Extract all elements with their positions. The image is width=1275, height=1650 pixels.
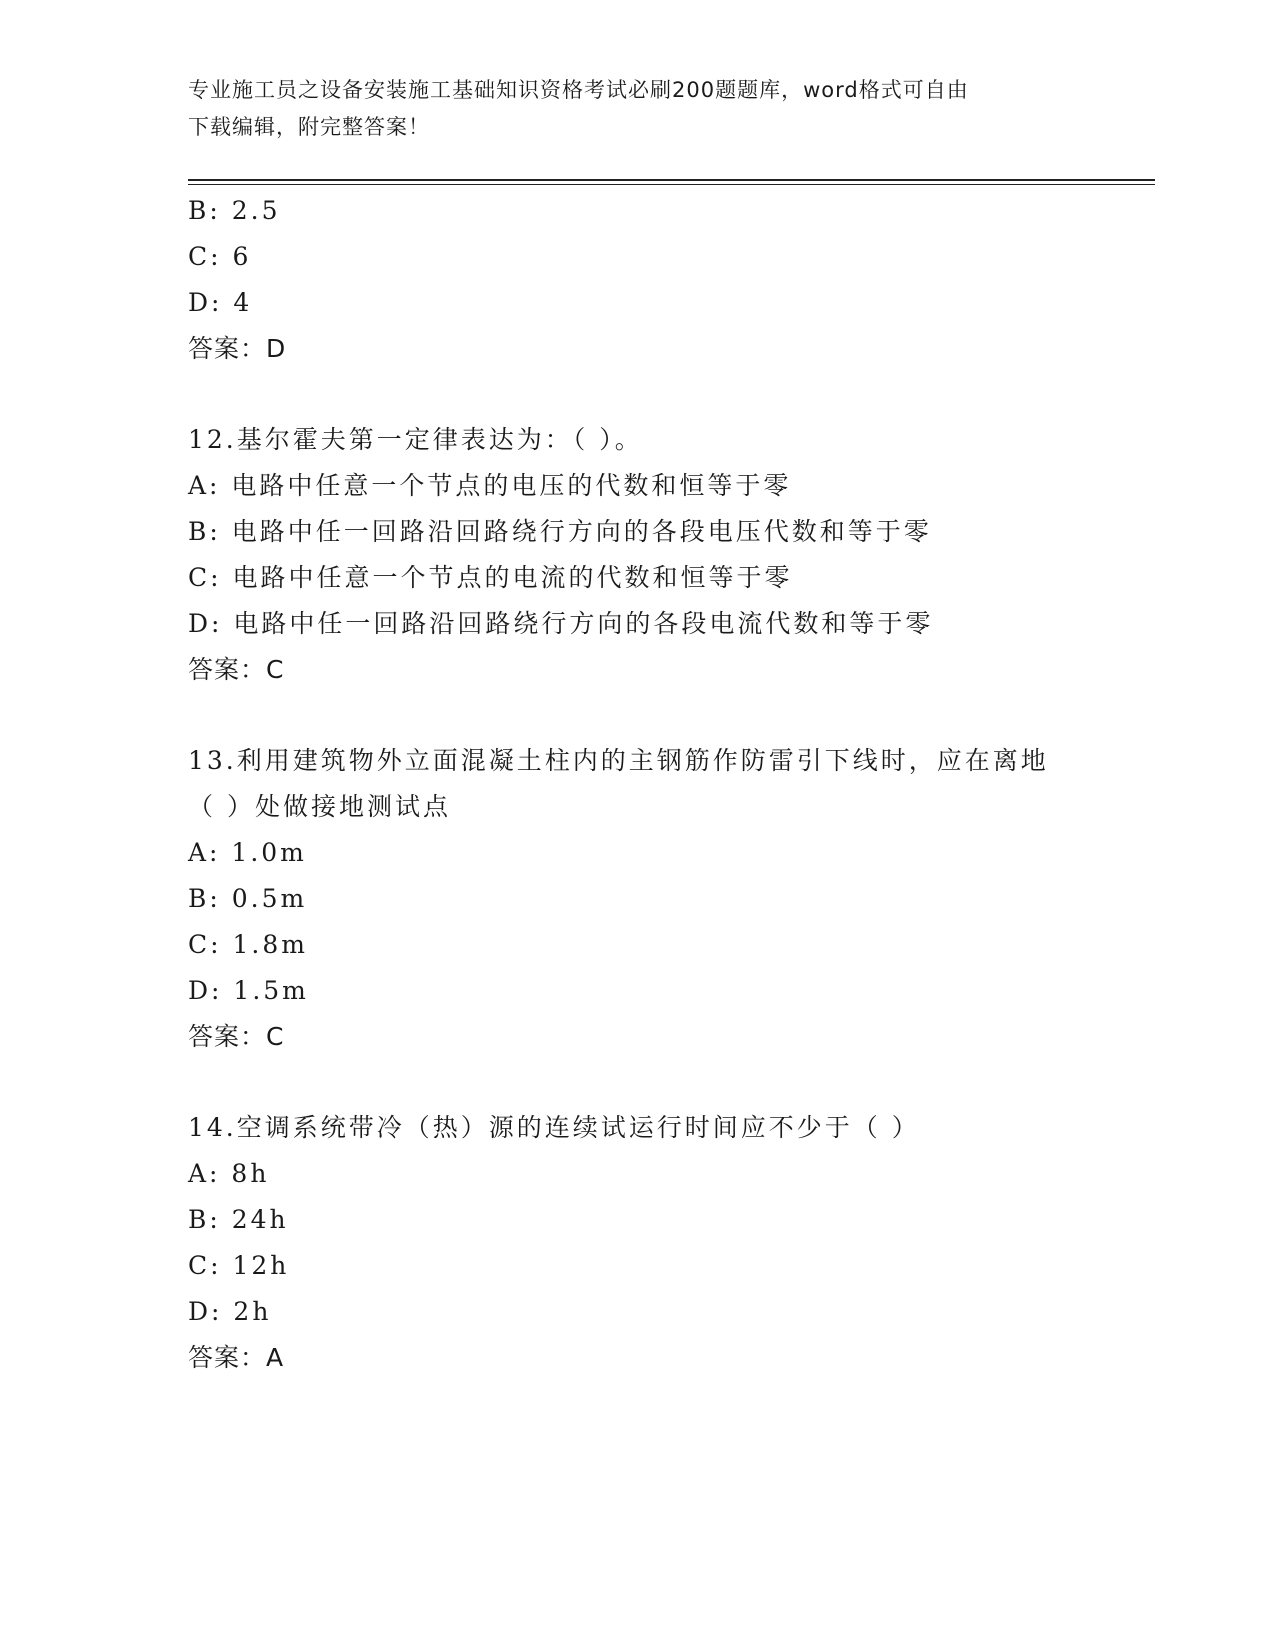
option-b: B: 2.5 [188, 196, 281, 225]
option-c: C: 12h [188, 1251, 290, 1280]
option-c: C: 电路中任意一个节点的电流的代数和恒等于零 [188, 563, 793, 592]
question-12 [188, 417, 1148, 693]
option-d: D: 1.5m [188, 976, 309, 1005]
question-14 [188, 1105, 1148, 1381]
header-divider-thick [188, 179, 1155, 181]
option-d: D: 2h [188, 1297, 272, 1326]
question-list [188, 188, 1148, 1381]
option-d: D: 4 [188, 288, 253, 317]
option-b: B: 电路中任一回路沿回路绕行方向的各段电压代数和等于零 [188, 517, 932, 546]
option-c: C: 1.8m [188, 930, 308, 959]
question-stem-line-1: 13.利用建筑物外立面混凝土柱内的主钢筋作防雷引下线时，应在离地 [188, 746, 1049, 775]
option-b: B: 0.5m [188, 884, 308, 913]
option-b: B: 24h [188, 1205, 289, 1234]
header-divider-thin [188, 184, 1155, 185]
answer-line: 答案：C [188, 1022, 285, 1051]
option-a: A: 1.0m [188, 838, 307, 867]
question-11-tail [188, 188, 1148, 372]
option-c: C: 6 [188, 242, 252, 271]
question-13 [188, 738, 1148, 1060]
question-stem: 14.空调系统带冷（热）源的连续试运行时间应不少于（ ） [188, 1113, 920, 1142]
spacer [188, 1060, 1148, 1105]
page-header [188, 72, 1068, 146]
header-line-2: 下载编辑，附完整答案！ [188, 115, 430, 139]
spacer [188, 693, 1148, 738]
option-d: D: 电路中任一回路沿回路绕行方向的各段电流代数和等于零 [188, 609, 934, 638]
option-a: A: 电路中任意一个节点的电压的代数和恒等于零 [188, 471, 792, 500]
answer-line: 答案：D [188, 334, 287, 363]
question-stem-line-2: （ ）处做接地测试点 [188, 792, 451, 821]
option-a: A: 8h [188, 1159, 270, 1188]
header-line-1: 专业施工员之设备安装施工基础知识资格考试必刷200题题库，word格式可自由 [188, 78, 969, 102]
answer-line: 答案：A [188, 1343, 285, 1372]
question-stem: 12.基尔霍夫第一定律表达为：（ ）。 [188, 425, 643, 454]
spacer [188, 372, 1148, 417]
answer-line: 答案：C [188, 655, 285, 684]
